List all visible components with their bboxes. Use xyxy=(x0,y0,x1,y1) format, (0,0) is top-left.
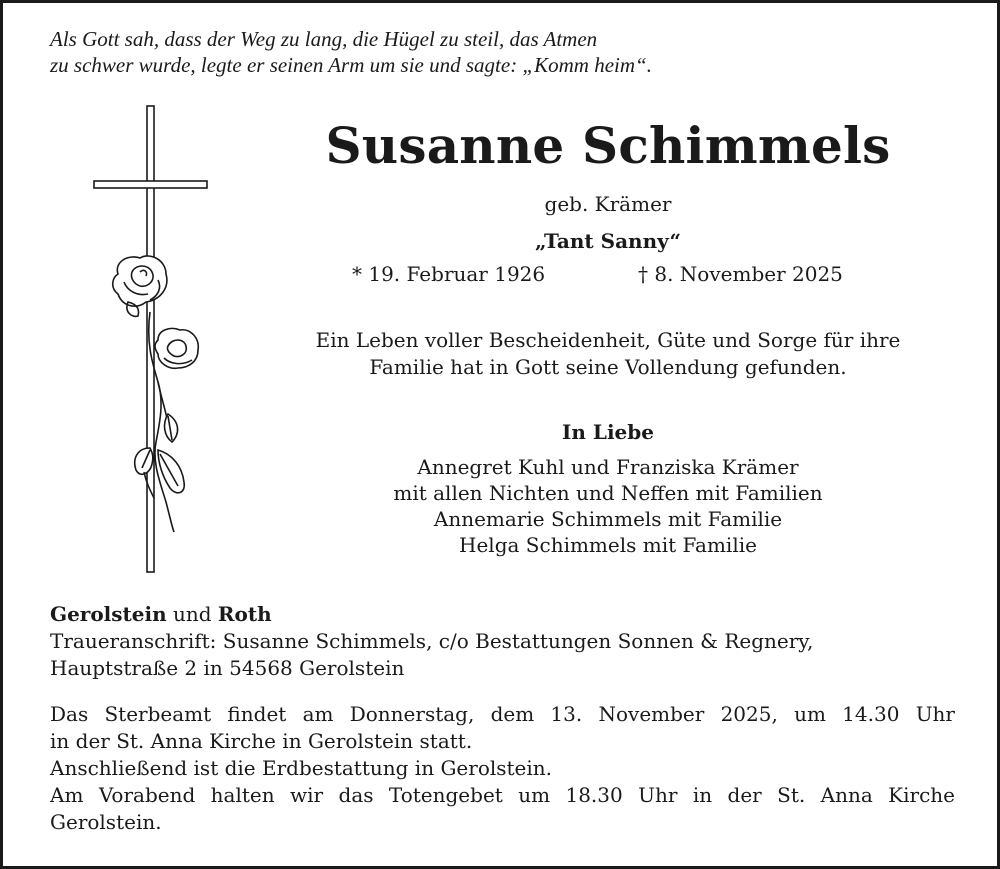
places-and-address xyxy=(50,601,955,682)
maiden-name: geb. Krämer xyxy=(544,192,672,216)
mourner-line: Helga Schimmels mit Familie xyxy=(459,533,757,557)
tribute-text xyxy=(258,327,958,381)
motto-quote xyxy=(50,26,950,78)
tribute-line: Ein Leben voller Bescheidenheit, Güte und Sorge für ihre xyxy=(315,328,901,352)
cross-with-roses-illustration xyxy=(88,102,218,578)
place-name: Gerolstein xyxy=(50,602,167,626)
mourner-line: mit allen Nichten und Neffen mit Familien xyxy=(393,481,823,505)
service-line: Am Vorabend halten wir das Totengebet um 18.30 Uhr in der St. Anna Kirche xyxy=(50,783,955,807)
service-line: Gerolstein. xyxy=(50,810,162,834)
motto-line: Als Gott sah, dass der Weg zu lang, die Hügel zu steil, das Atmen xyxy=(50,27,598,51)
deceased-name: Susanne Schimmels xyxy=(325,116,891,175)
mourners-heading: In Liebe xyxy=(562,420,654,444)
mourner-line: Annegret Kuhl und Franziska Krämer xyxy=(417,455,799,479)
service-info xyxy=(50,701,955,836)
service-line: in der St. Anna Kirche in Gerolstein statt. xyxy=(50,729,473,753)
mourner-line: Annemarie Schimmels mit Familie xyxy=(433,507,783,531)
birth-date: * 19. Februar 1926 xyxy=(352,262,546,286)
service-line: Das Sterbeamt findet am Donnerstag, dem 13. November 2025, um 14.30 Uhr xyxy=(50,702,955,726)
service-line: Anschließend ist die Erdbestattung in Gerolstein. xyxy=(50,756,553,780)
address-line: Traueranschrift: Susanne Schimmels, c/o Bestattungen Sonnen & Regnery, xyxy=(50,629,814,653)
address-line: Hauptstraße 2 in 54568 Gerolstein xyxy=(50,656,405,680)
death-date: † 8. November 2025 xyxy=(638,262,843,286)
places-conjunction: und xyxy=(166,602,218,626)
motto-line: zu schwer wurde, legte er seinen Arm um sie und sagte: „Komm heim“. xyxy=(50,53,652,77)
mourners-list xyxy=(258,454,958,558)
places-line xyxy=(50,601,955,628)
place-name: Roth xyxy=(217,602,272,626)
nickname: „Tant Sanny“ xyxy=(535,229,681,253)
tribute-line: Familie hat in Gott seine Vollendung gefunden. xyxy=(369,355,847,379)
